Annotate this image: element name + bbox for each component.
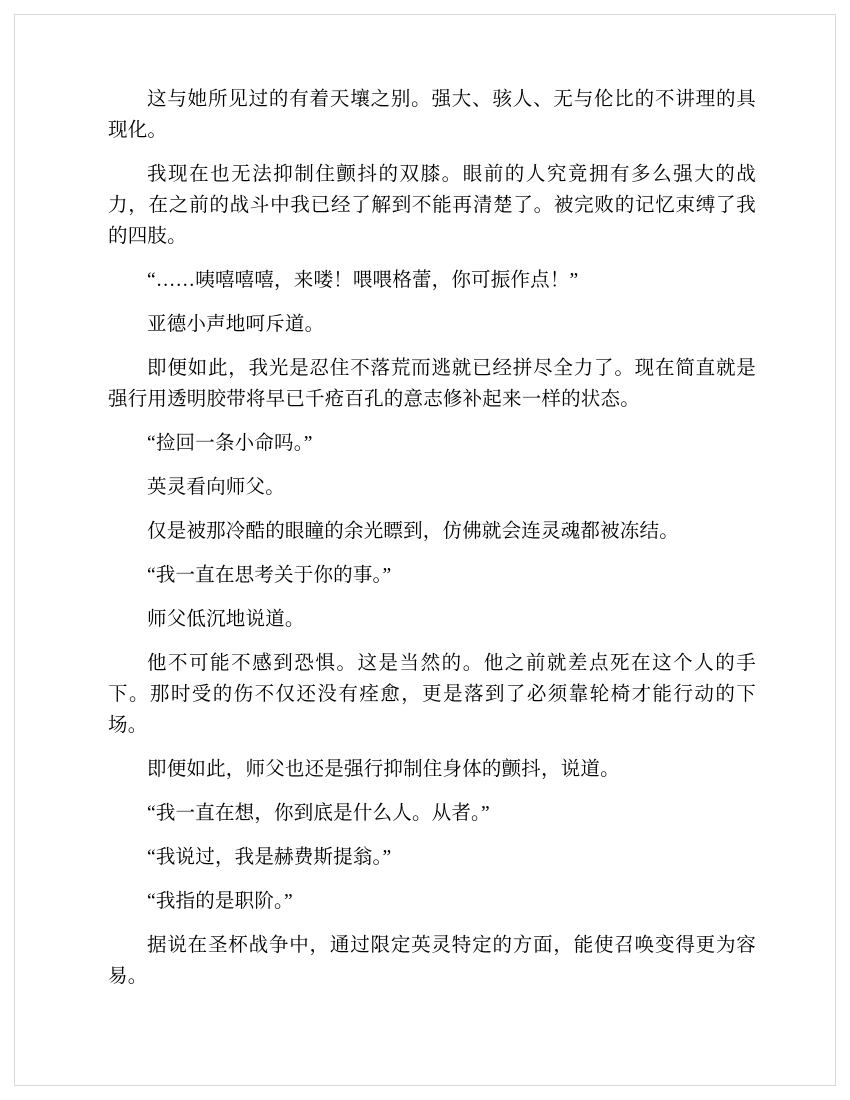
paragraph: “……咦嘻嘻嘻，来喽！喂喂格蕾，你可振作点！” (147, 270, 579, 291)
paragraph: 即便如此，师父也还是强行抑制住身体的颤抖，说道。 (147, 759, 620, 780)
paragraph: 英灵看向师父。 (147, 477, 285, 498)
paragraph: 师父低沉地说道。 (147, 609, 305, 630)
paragraph: 即便如此，我光是忍住不落荒而逃就已经拼尽全力了。现在简直就是强行用透明胶带将早已千疮百孔的意志修补起来一样的状态。 (108, 358, 756, 410)
paragraph: “我说过，我是赫费斯提翁。” (147, 847, 392, 868)
paragraph: “我指的是职阶。” (147, 891, 293, 912)
paragraph: “捡回一条小命吗。” (147, 433, 313, 454)
paragraph: “我一直在思考关于你的事。” (147, 565, 392, 586)
paragraph: 据说在圣杯战争中，通过限定英灵特定的方面，能使召唤变得更为容易。 (108, 935, 756, 987)
document-body (108, 84, 756, 1005)
paragraph: 亚德小声地呵斥道。 (147, 314, 325, 335)
paragraph: “我一直在想，你到底是什么人。从者。” (147, 803, 490, 824)
paragraph: 仅是被那冷酷的眼瞳的余光瞟到，仿佛就会连灵魂都被冻结。 (147, 521, 679, 542)
paragraph: 这与她所见过的有着天壤之别。强大、骇人、无与伦比的不讲理的具现化。 (108, 89, 756, 141)
paragraph: 我现在也无法抑制住颤抖的双膝。眼前的人究竟拥有多么强大的战力，在之前的战斗中我已经了解到不能再清楚了。被完败的记忆束缚了我的四肢。 (108, 164, 756, 247)
paragraph: 他不可能不感到恐惧。这是当然的。他之前就差点死在这个人的手下。那时受的伤不仅还没有痊愈，更是落到了必须靠轮椅才能行动的下场。 (108, 653, 756, 736)
